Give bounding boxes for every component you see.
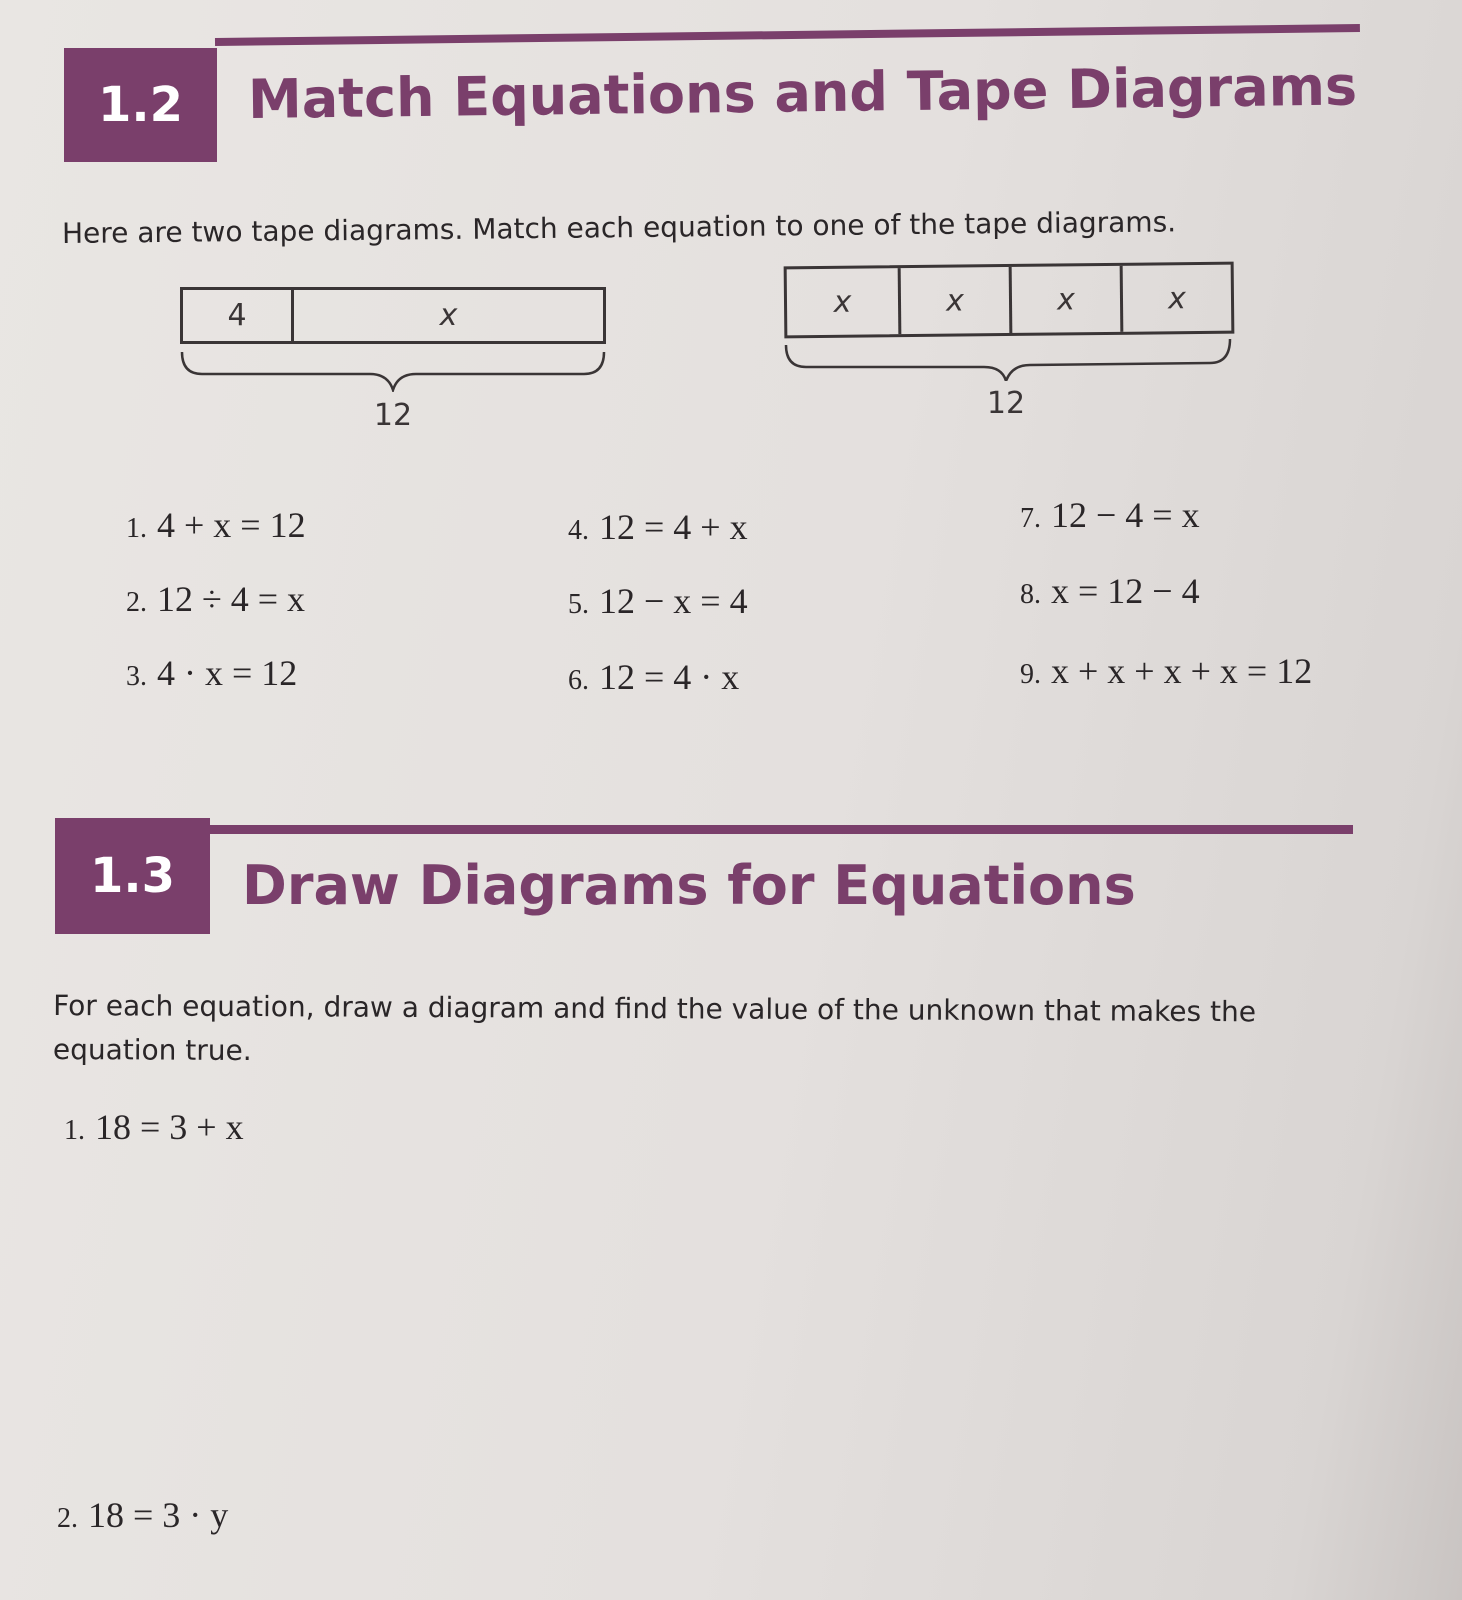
equation-1-text: 4 + x = 12	[157, 505, 306, 545]
tape-diagram-b	[784, 262, 1235, 339]
equation-8	[1020, 570, 1200, 612]
tape-b-brace	[784, 335, 1234, 381]
equation-4-number: 4.	[568, 515, 589, 546]
problem-1-number: 1.	[64, 1115, 85, 1146]
section-12-title: Match Equations and Tape Diagrams	[247, 54, 1358, 131]
section-12-instruction: Here are two tape diagrams. Match each equation to one of the tape diagrams.	[61, 205, 1177, 250]
equation-5	[568, 580, 748, 622]
section-13-title: Draw Diagrams for Equations	[242, 854, 1136, 917]
equation-6-number: 6.	[568, 665, 589, 696]
equation-3	[126, 652, 297, 694]
tape-b-cell-x1: x	[833, 284, 852, 320]
equation-4-text: 12 = 4 + x	[599, 507, 748, 547]
equation-9	[1020, 650, 1312, 692]
tape-a-brace	[180, 350, 606, 392]
equation-6-text: 12 = 4 · x	[599, 657, 740, 697]
equation-8-number: 8.	[1020, 579, 1041, 610]
equation-6	[568, 656, 739, 698]
problem-2-text: 18 = 3 · y	[88, 1495, 229, 1535]
equation-1-number: 1.	[126, 513, 147, 544]
equation-2	[126, 578, 305, 620]
tape-b-total: 12	[986, 386, 1026, 421]
tape-diagram-a	[180, 287, 606, 344]
equation-9-number: 9.	[1020, 659, 1041, 690]
equation-3-number: 3.	[126, 661, 147, 692]
tape-a-cell-x: x	[291, 290, 603, 341]
equation-7	[1020, 494, 1200, 536]
tape-a-cell-4: 4	[227, 298, 247, 333]
equation-7-text: 12 − 4 = x	[1051, 495, 1200, 535]
equation-3-text: 4 · x = 12	[157, 653, 298, 693]
problem-1	[64, 1106, 244, 1148]
tape-b-cell-x2: x	[898, 267, 1010, 334]
equation-4	[568, 506, 748, 548]
equation-9-text: x + x + x + x = 12	[1051, 651, 1313, 691]
tape-b-cell-x3: x	[1009, 266, 1121, 333]
equation-7-number: 7.	[1020, 503, 1041, 534]
tape-a-total: 12	[373, 398, 413, 433]
section-13-number: 1.3	[55, 818, 210, 934]
section-13-instruction: For each equation, draw a diagram and find the value of the unknown that makes the equation true.	[52, 989, 1257, 1068]
section-12-rule	[215, 24, 1360, 46]
equation-8-text: x = 12 − 4	[1051, 571, 1200, 611]
problem-2-number: 2.	[57, 1503, 78, 1534]
equation-1	[126, 504, 306, 546]
equation-5-number: 5.	[568, 589, 589, 620]
tape-b-cell-x4: x	[1120, 265, 1232, 332]
problem-2	[57, 1494, 228, 1536]
section-13-rule	[208, 825, 1353, 834]
section-12-number: 1.2	[64, 48, 217, 162]
problem-1-text: 18 = 3 + x	[95, 1107, 244, 1147]
equation-2-text: 12 ÷ 4 = x	[157, 579, 306, 619]
equation-5-text: 12 − x = 4	[599, 581, 748, 621]
equation-2-number: 2.	[126, 587, 147, 618]
